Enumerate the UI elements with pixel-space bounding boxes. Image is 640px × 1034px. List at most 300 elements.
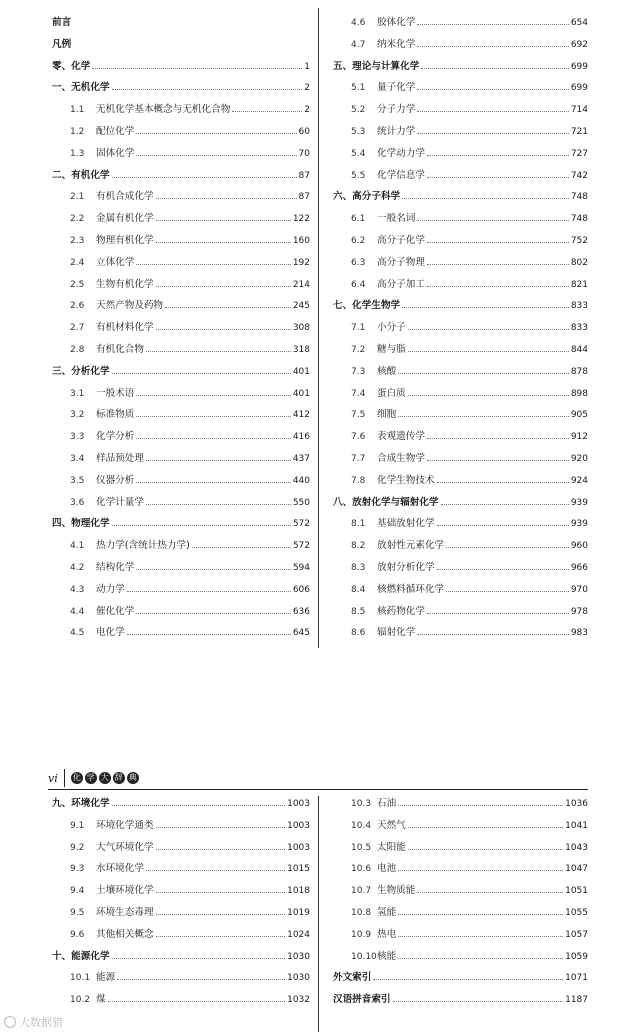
entry-title: 一、无机化学 xyxy=(52,82,110,94)
page-number: 70 xyxy=(298,148,310,159)
page-number: 192 xyxy=(292,257,310,268)
entry-title: 有机材料化学 xyxy=(96,322,154,334)
page-number: 742 xyxy=(570,170,588,181)
entry-title: 样品预处理 xyxy=(96,452,144,464)
page-number: 2 xyxy=(304,83,310,94)
entry-title: 四、物理化学 xyxy=(52,518,110,530)
entry-title: 一般术语 xyxy=(96,387,135,399)
toc-section-entry xyxy=(333,363,588,385)
section-number: 7.2 xyxy=(351,344,366,355)
dot-leader xyxy=(156,936,286,937)
dot-leader xyxy=(156,220,291,221)
toc-section-entry xyxy=(333,817,588,839)
section-number: 10.7 xyxy=(351,886,372,897)
entry-title: 汉语拼音索引 xyxy=(333,994,391,1006)
section-number: 7.5 xyxy=(351,410,366,421)
section-number: 3.5 xyxy=(70,475,85,486)
dot-leader xyxy=(136,155,296,156)
section-number: 1.1 xyxy=(70,105,85,116)
dot-leader xyxy=(117,979,285,980)
entry-title: 基础放射化学 xyxy=(377,518,435,530)
toc-section-entry xyxy=(333,341,588,363)
toc-page-2 xyxy=(0,760,640,1034)
entry-title: 金属有机化学 xyxy=(96,213,154,225)
toc-section-entry xyxy=(333,385,588,407)
dot-leader xyxy=(417,133,568,134)
header-rule xyxy=(48,789,588,790)
toc-chapter-entry xyxy=(333,297,588,319)
page-number: 844 xyxy=(570,344,588,355)
dot-leader xyxy=(156,914,286,915)
page-number: 1030 xyxy=(287,973,310,984)
logo-char: 辞 xyxy=(114,773,123,782)
section-number: 7.8 xyxy=(351,475,366,486)
entry-title: 有机合成化学 xyxy=(96,191,154,203)
dot-leader xyxy=(427,155,569,156)
entry-title: 九、环境化学 xyxy=(52,798,110,809)
entry-title: 生物有机化学 xyxy=(96,278,154,290)
page-number: 214 xyxy=(292,279,310,290)
entry-title: 化学生物技术 xyxy=(377,474,435,486)
toc-section-entry xyxy=(333,123,588,145)
dot-leader xyxy=(112,805,286,806)
section-number: 8.4 xyxy=(351,584,366,595)
toc-section-entry xyxy=(52,882,310,904)
toc-section-entry xyxy=(52,254,310,276)
entry-title: 核能 xyxy=(377,950,397,962)
dot-leader xyxy=(408,849,563,850)
dot-leader xyxy=(427,438,569,439)
toc-section-entry xyxy=(333,839,588,861)
section-number: 10.1 xyxy=(70,973,91,984)
toc-chapter-entry xyxy=(52,79,310,101)
dot-leader xyxy=(441,504,569,505)
section-number: 8.3 xyxy=(351,562,366,573)
watermark-icon xyxy=(4,1016,16,1028)
page-number: 645 xyxy=(292,628,310,639)
section-number: 7.4 xyxy=(351,388,366,399)
section-number: 10.6 xyxy=(351,864,372,875)
dot-leader xyxy=(408,329,569,330)
entry-title: 高分子物理 xyxy=(377,256,425,268)
page-number: 606 xyxy=(292,584,310,595)
section-number: 5.3 xyxy=(351,126,366,137)
page-number: 1057 xyxy=(565,929,588,940)
toc-section-entry xyxy=(52,385,310,407)
page-number: 970 xyxy=(570,584,588,595)
toc-section-entry xyxy=(333,101,588,123)
toc-section-entry xyxy=(52,145,310,167)
dot-leader xyxy=(136,482,290,483)
entry-title: 有机化合物 xyxy=(96,343,144,355)
toc-section-entry xyxy=(52,188,310,210)
page-number: 594 xyxy=(292,562,310,573)
section-number: 10.2 xyxy=(70,995,91,1006)
toc-front-entry xyxy=(52,36,310,58)
entry-title: 高分子加工 xyxy=(377,278,425,290)
toc-chapter-entry xyxy=(52,795,310,817)
dot-leader xyxy=(402,198,569,199)
watermark-text: 大数据猎 xyxy=(19,1016,63,1029)
dot-leader xyxy=(146,460,291,461)
section-number: 10.4 xyxy=(351,820,372,831)
column-divider xyxy=(318,8,319,648)
section-number: 7.6 xyxy=(351,432,366,443)
section-number: 1.3 xyxy=(70,148,85,159)
page-number: 748 xyxy=(570,214,588,225)
dot-leader xyxy=(156,242,291,243)
dot-leader xyxy=(136,569,290,570)
section-number: 6.1 xyxy=(351,214,366,225)
toc-section-entry xyxy=(52,624,310,646)
entry-title: 量子化学 xyxy=(377,82,416,94)
section-number: 6.2 xyxy=(351,235,366,246)
entry-title: 化学计量学 xyxy=(96,496,144,508)
section-number: 3.6 xyxy=(70,497,85,508)
entry-title: 其他相关概念 xyxy=(96,928,154,940)
entry-title: 天然产物及药物 xyxy=(96,300,164,312)
entry-title: 热力学(含统计热力学) xyxy=(96,540,190,552)
section-number: 5.4 xyxy=(351,148,366,159)
page-number: 87 xyxy=(298,170,310,181)
toc-chapter-entry xyxy=(52,167,310,189)
toc-section-entry xyxy=(52,428,310,450)
page-number: 905 xyxy=(570,410,588,421)
entry-title: 电化学 xyxy=(96,627,125,639)
page-number: 966 xyxy=(570,562,588,573)
dot-leader xyxy=(427,613,569,614)
page-number: 727 xyxy=(570,148,588,159)
entry-title: 高分子化学 xyxy=(377,234,425,246)
page-number: 714 xyxy=(570,105,588,116)
entry-title: 凡例 xyxy=(52,38,72,50)
entry-title: 化学动力学 xyxy=(377,147,425,159)
page-number: 1015 xyxy=(287,864,310,875)
page-number: 440 xyxy=(292,475,310,486)
toc-section-entry xyxy=(333,210,588,232)
section-number: 10.8 xyxy=(351,907,372,918)
entry-title: 化学分析 xyxy=(96,431,135,443)
page-number: 636 xyxy=(292,606,310,617)
dot-leader xyxy=(408,395,569,396)
page-number: 920 xyxy=(570,453,588,464)
toc-section-entry xyxy=(52,297,310,319)
dot-leader xyxy=(398,914,563,915)
page-number: 2 xyxy=(304,105,310,116)
entry-title: 放射分析化学 xyxy=(377,561,435,573)
toc-section-entry xyxy=(52,926,310,948)
toc-section-entry xyxy=(52,406,310,428)
dot-leader xyxy=(417,220,568,221)
toc-section-entry xyxy=(333,948,588,970)
page-number: 1059 xyxy=(565,951,588,962)
dot-leader xyxy=(156,198,297,199)
toc-section-entry xyxy=(333,904,588,926)
section-number: 9.3 xyxy=(70,864,85,875)
section-number: 2.8 xyxy=(70,344,85,355)
entry-title: 土壤环境化学 xyxy=(96,885,154,897)
entry-title: 结构化学 xyxy=(96,561,135,573)
dot-leader xyxy=(427,177,569,178)
dot-leader xyxy=(408,827,563,828)
section-number: 8.6 xyxy=(351,628,366,639)
dot-leader xyxy=(427,286,569,287)
entry-title: 蛋白质 xyxy=(377,387,406,399)
entry-title: 核酸 xyxy=(377,365,397,377)
page-number: 1024 xyxy=(287,929,310,940)
dot-leader xyxy=(127,634,291,635)
dot-leader xyxy=(146,870,285,871)
section-number: 1.2 xyxy=(70,126,85,137)
page-number: 437 xyxy=(292,453,310,464)
dot-leader xyxy=(398,936,563,937)
toc-section-entry xyxy=(333,167,588,189)
entry-title: 动力学 xyxy=(96,583,125,595)
toc-section-entry xyxy=(333,232,588,254)
book-logo xyxy=(71,772,139,784)
entry-title: 能源 xyxy=(96,972,116,984)
dot-leader xyxy=(156,827,286,828)
page-number: 699 xyxy=(570,61,588,72)
page-number: 160 xyxy=(292,235,310,246)
page-number: 692 xyxy=(570,39,588,50)
section-number: 6.3 xyxy=(351,257,366,268)
section-number: 9.1 xyxy=(70,820,85,831)
entry-title: 前言 xyxy=(52,17,72,28)
page-number: 924 xyxy=(570,475,588,486)
toc-section-entry xyxy=(333,319,588,341)
toc-section-entry xyxy=(333,624,588,646)
dot-leader xyxy=(437,569,569,570)
entry-title: 核燃料循环化学 xyxy=(377,583,445,595)
toc-section-entry xyxy=(52,276,310,298)
toc-section-entry xyxy=(52,341,310,363)
dot-leader xyxy=(427,264,569,265)
dot-leader xyxy=(136,416,290,417)
section-number: 4.5 xyxy=(70,628,85,639)
page-number: 1047 xyxy=(565,864,588,875)
toc-section-entry xyxy=(333,79,588,101)
page-number: 878 xyxy=(570,366,588,377)
entry-title: 热电 xyxy=(377,928,397,940)
dot-leader xyxy=(398,805,563,806)
page-number: 821 xyxy=(570,279,588,290)
entry-title: 太阳能 xyxy=(377,841,406,853)
dot-leader xyxy=(232,111,302,112)
section-number: 4.1 xyxy=(70,541,85,552)
section-number: 3.2 xyxy=(70,410,85,421)
dot-leader xyxy=(373,979,563,980)
section-number: 8.1 xyxy=(351,519,366,530)
page-number: 87 xyxy=(298,192,310,203)
section-number: 3.1 xyxy=(70,388,85,399)
section-number: 2.1 xyxy=(70,192,85,203)
entry-title: 细胞 xyxy=(377,409,397,421)
section-number: 10.9 xyxy=(351,929,372,940)
dot-leader xyxy=(408,351,569,352)
page-number: 1051 xyxy=(565,886,588,897)
dot-leader xyxy=(398,870,563,871)
entry-title: 三、分析化学 xyxy=(52,365,110,377)
toc-section-entry xyxy=(52,232,310,254)
page-number: 833 xyxy=(570,301,588,312)
page-number: 1018 xyxy=(287,886,310,897)
logo-char: 化 xyxy=(72,773,81,782)
page-number: 1003 xyxy=(287,799,310,809)
toc-chapter-entry xyxy=(333,494,588,516)
toc-section-entry xyxy=(52,210,310,232)
entry-title: 催化化学 xyxy=(96,605,135,617)
section-number: 2.3 xyxy=(70,235,85,246)
section-number: 10.3 xyxy=(351,799,372,809)
toc-section-entry xyxy=(52,839,310,861)
section-number: 9.6 xyxy=(70,929,85,940)
section-number: 2.4 xyxy=(70,257,85,268)
dot-leader xyxy=(156,892,286,893)
entry-title: 环境化学通类 xyxy=(96,819,154,831)
toc-chapter-entry xyxy=(52,363,310,385)
toc-chapter-entry xyxy=(52,948,310,970)
section-number: 7.3 xyxy=(351,366,366,377)
toc-section-entry xyxy=(52,860,310,882)
dot-leader xyxy=(112,89,303,90)
toc-chapter-entry xyxy=(333,991,588,1013)
dot-leader xyxy=(402,307,569,308)
entry-title: 一般名词 xyxy=(377,213,416,225)
page-number: 833 xyxy=(570,323,588,334)
toc-left-column xyxy=(52,795,310,1013)
dot-leader xyxy=(146,351,291,352)
dot-leader xyxy=(156,329,291,330)
page-number: 960 xyxy=(570,541,588,552)
dot-leader xyxy=(136,613,290,614)
toc-left-column xyxy=(52,14,310,646)
entry-title: 八、放射化学与辐射化学 xyxy=(333,496,439,508)
dot-leader xyxy=(165,307,291,308)
page-number: 1003 xyxy=(287,842,310,853)
dot-leader xyxy=(112,177,297,178)
toc-front-entry xyxy=(52,14,310,36)
section-number: 3.3 xyxy=(70,432,85,443)
page-number: 1187 xyxy=(565,995,588,1006)
toc-section-entry xyxy=(333,14,588,36)
page-number: 416 xyxy=(292,432,310,443)
toc-section-entry xyxy=(52,603,310,625)
toc-section-entry xyxy=(333,882,588,904)
dot-leader xyxy=(127,591,291,592)
page-number: 572 xyxy=(292,519,310,530)
page-number: 1030 xyxy=(287,951,310,962)
entry-title: 仪器分析 xyxy=(96,474,135,486)
page-number: 654 xyxy=(570,18,588,28)
page-number: 412 xyxy=(292,410,310,421)
section-number: 5.2 xyxy=(351,105,366,116)
dot-leader xyxy=(156,849,286,850)
dot-leader xyxy=(437,525,569,526)
section-number: 8.2 xyxy=(351,541,366,552)
page-number: 699 xyxy=(570,83,588,94)
toc-right-column xyxy=(333,795,588,1013)
entry-title: 六、高分子科学 xyxy=(333,191,401,203)
section-number: 6.4 xyxy=(351,279,366,290)
page-number: 1043 xyxy=(565,842,588,853)
dot-leader xyxy=(446,591,569,592)
dot-leader xyxy=(417,634,568,635)
entry-title: 立体化学 xyxy=(96,256,135,268)
entry-title: 小分子 xyxy=(377,322,406,334)
page-number: 802 xyxy=(570,257,588,268)
section-number: 9.2 xyxy=(70,842,85,853)
dot-leader xyxy=(136,133,296,134)
toc-section-entry xyxy=(333,603,588,625)
toc-section-entry xyxy=(52,581,310,603)
dot-leader xyxy=(156,286,291,287)
toc-section-entry xyxy=(52,101,310,123)
toc-section-entry xyxy=(52,319,310,341)
toc-section-entry xyxy=(333,254,588,276)
toc-section-entry xyxy=(333,581,588,603)
entry-title: 外文索引 xyxy=(333,972,372,984)
section-number: 10.5 xyxy=(351,842,372,853)
page-number: 939 xyxy=(570,519,588,530)
dot-leader xyxy=(427,242,569,243)
entry-title: 分子力学 xyxy=(377,104,416,116)
entry-title: 七、化学生物学 xyxy=(333,300,401,312)
entry-title: 核药物化学 xyxy=(377,605,425,617)
page-number: 1036 xyxy=(565,799,588,809)
dot-leader xyxy=(421,68,568,69)
toc-section-entry xyxy=(52,494,310,516)
page-number: 1041 xyxy=(565,820,588,831)
entry-title: 电池 xyxy=(377,863,397,875)
toc-section-entry xyxy=(52,450,310,472)
page-number: 978 xyxy=(570,606,588,617)
toc-section-entry xyxy=(52,537,310,559)
page-number: 308 xyxy=(292,323,310,334)
section-number: 4.3 xyxy=(70,584,85,595)
toc-section-entry xyxy=(52,904,310,926)
page-number: 1071 xyxy=(565,973,588,984)
dot-leader xyxy=(427,460,569,461)
page-number: 1019 xyxy=(287,907,310,918)
page-header xyxy=(48,768,139,788)
page-number: 1 xyxy=(304,61,310,72)
toc-section-entry xyxy=(333,276,588,298)
toc-section-entry xyxy=(52,559,310,581)
toc-section-entry xyxy=(333,537,588,559)
dot-leader xyxy=(146,504,291,505)
page-number: 983 xyxy=(570,628,588,639)
dot-leader xyxy=(112,373,291,374)
page-number: 748 xyxy=(570,192,588,203)
toc-section-entry xyxy=(52,472,310,494)
toc-section-entry xyxy=(333,406,588,428)
page-number: 752 xyxy=(570,235,588,246)
section-number: 5.1 xyxy=(351,83,366,94)
entry-title: 煤 xyxy=(96,994,106,1006)
dot-leader xyxy=(417,111,568,112)
section-number: 2.7 xyxy=(70,323,85,334)
dot-leader xyxy=(393,1001,564,1002)
section-number: 4.4 xyxy=(70,606,85,617)
section-number: 4.6 xyxy=(351,18,366,28)
toc-section-entry xyxy=(52,123,310,145)
toc-section-entry xyxy=(52,817,310,839)
toc-section-entry xyxy=(333,795,588,817)
header-bar xyxy=(64,769,65,787)
dot-leader xyxy=(112,958,286,959)
entry-title: 生物质能 xyxy=(377,885,416,897)
